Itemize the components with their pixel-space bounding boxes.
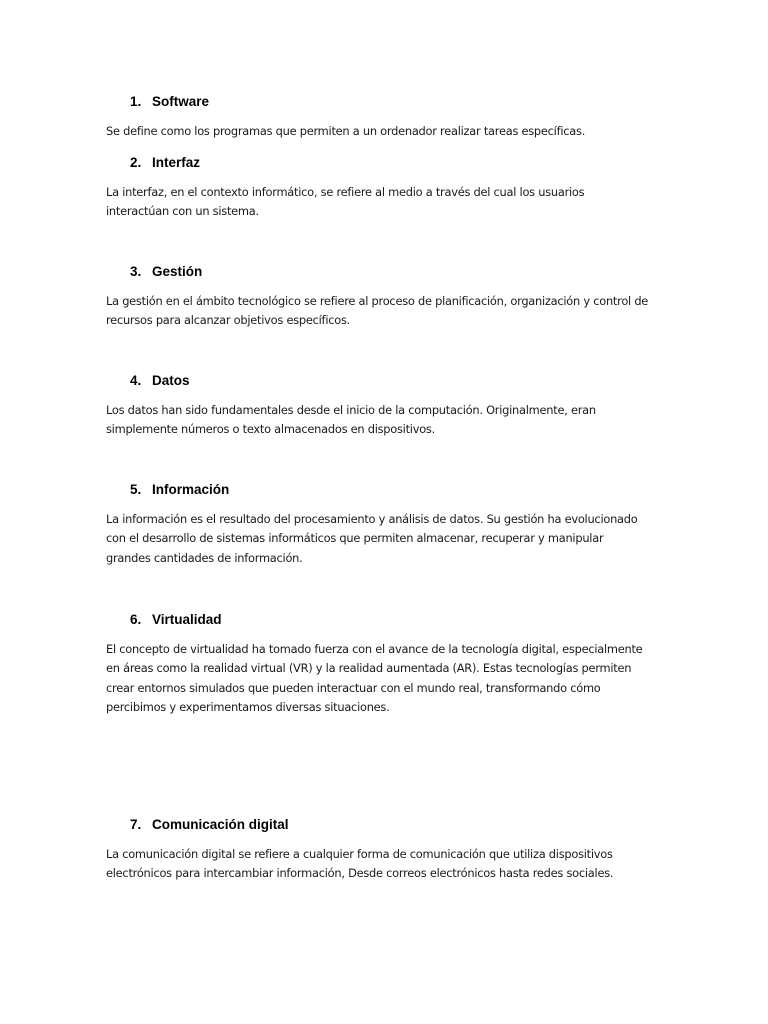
- paragraph-line: simplemente números o texto almacenados en dispositivos.: [106, 422, 435, 437]
- section-number: 1.: [130, 94, 142, 109]
- section-paragraph: [106, 640, 666, 717]
- paragraph-line: electrónicos para intercambiar información, Desde correos electrónicos hasta redes sociales.: [106, 866, 614, 881]
- section-software: [106, 93, 666, 141]
- section-heading: [106, 481, 666, 499]
- paragraph-line: crear entornos simulados que pueden interactuar con el mundo real, transformando cómo: [106, 680, 601, 695]
- section-number: 3.: [130, 264, 142, 279]
- paragraph-line: con el desarrollo de sistemas informáticos que permiten almacenar, recuperar y manipular: [106, 531, 604, 546]
- section-interfaz: [106, 154, 666, 222]
- section-title: Virtualidad: [152, 612, 222, 627]
- paragraph-line: grandes cantidades de información.: [106, 550, 303, 565]
- section-heading: [106, 93, 666, 111]
- paragraph-line: La información es el resultado del procesamiento y análisis de datos. Su gestión ha evolucionado: [106, 512, 638, 526]
- section-heading: [106, 154, 666, 172]
- section-number: 6.: [130, 612, 142, 627]
- section-title: Información: [152, 482, 230, 497]
- section-number: 7.: [130, 817, 142, 832]
- section-heading: [106, 816, 666, 834]
- section-title: Gestión: [152, 264, 203, 279]
- paragraph-line: interactúan con un sistema.: [106, 204, 259, 219]
- section-title: Software: [152, 94, 210, 109]
- section-comunicacion-digital: [106, 816, 666, 884]
- section-paragraph: [106, 510, 666, 568]
- section-datos: [106, 372, 666, 440]
- section-paragraph: [106, 122, 666, 141]
- section-number: 4.: [130, 373, 142, 388]
- section-heading: [106, 263, 666, 281]
- paragraph-line: en áreas como la realidad virtual (VR) y la realidad aumentada (AR). Estas tecnologías permiten: [106, 661, 632, 676]
- section-number: 2.: [130, 155, 142, 170]
- section-paragraph: [106, 845, 666, 884]
- paragraph-line: recursos para alcanzar objetivos específicos.: [106, 313, 351, 328]
- paragraph-line: La comunicación digital se refiere a cualquier forma de comunicación que utiliza dispositivos: [106, 847, 613, 861]
- section-gestion: [106, 263, 666, 331]
- section-number: 5.: [130, 482, 142, 497]
- section-virtualidad: [106, 611, 666, 717]
- section-paragraph: [106, 292, 666, 331]
- paragraph-line: Los datos han sido fundamentales desde el inicio de la computación. Originalmente, eran: [106, 403, 596, 417]
- paragraph-line: La interfaz, en el contexto informático, se refiere al medio a través del cual los usuarios: [106, 185, 585, 199]
- section-informacion: [106, 481, 666, 568]
- section-paragraph: [106, 183, 666, 222]
- paragraph-line: El concepto de virtualidad ha tomado fuerza con el avance de la tecnología digital, especialmente: [106, 642, 643, 656]
- section-heading: [106, 372, 666, 390]
- section-paragraph: [106, 401, 666, 440]
- section-heading: [106, 611, 666, 629]
- paragraph-line: percibimos y experimentamos diversas situaciones.: [106, 699, 390, 714]
- paragraph-line: La gestión en el ámbito tecnológico se refiere al proceso de planificación, organización y control de: [106, 294, 649, 308]
- section-title: Interfaz: [152, 155, 201, 170]
- section-title: Comunicación digital: [152, 817, 289, 832]
- paragraph-line: Se define como los programas que permiten a un ordenador realizar tareas específicas.: [106, 124, 586, 138]
- section-title: Datos: [152, 373, 190, 388]
